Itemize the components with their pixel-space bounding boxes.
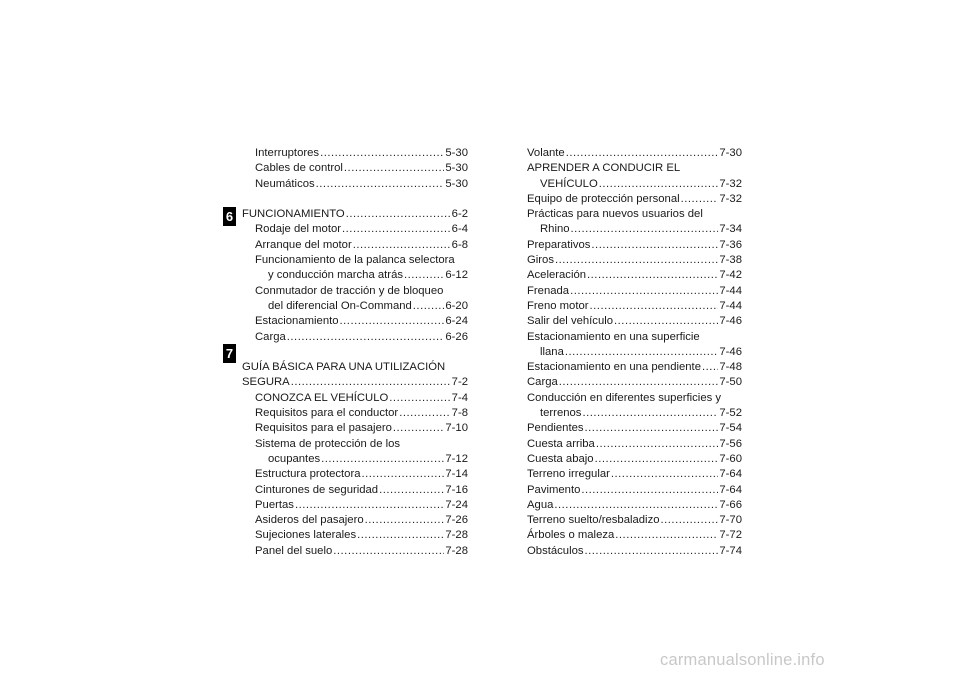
toc-entry-title: del diferencial On-Command xyxy=(268,299,412,312)
toc-entry[interactable] xyxy=(242,498,468,513)
dot-leader xyxy=(389,391,450,406)
toc-entry-title: Asideros del pasajero xyxy=(255,514,364,527)
dot-leader xyxy=(353,238,451,253)
toc-entry-title: Requisitos para el pasajero xyxy=(255,422,392,435)
toc-page-number: 7-24 xyxy=(445,498,468,511)
toc-entry[interactable] xyxy=(242,421,468,436)
toc-entry[interactable] xyxy=(242,299,468,314)
toc-page-number: 7-4 xyxy=(451,391,468,404)
toc-page-number: 7-56 xyxy=(719,437,742,450)
dot-leader xyxy=(291,375,451,390)
dot-leader xyxy=(590,299,719,314)
dot-leader xyxy=(346,207,451,222)
toc-entry-title: Preparativos xyxy=(527,238,591,251)
toc-entry-title: Carga xyxy=(527,376,558,389)
toc-entry-title: Equipo de protección personal xyxy=(527,192,680,205)
toc-page-number: 7-10 xyxy=(445,422,468,435)
dot-leader xyxy=(555,253,718,268)
toc-entry-title: Estacionamiento en una pendiente xyxy=(527,361,701,374)
toc-entry-title: Obstáculos xyxy=(527,544,584,557)
toc-entry-title: Pendientes xyxy=(527,422,584,435)
toc-entry-title: Frenada xyxy=(527,284,570,297)
toc-entry[interactable] xyxy=(527,345,742,360)
toc-entry-title: Neumáticos xyxy=(255,177,315,190)
toc-entry-title: Estructura protectora xyxy=(255,468,361,481)
toc-entry[interactable] xyxy=(527,314,742,329)
dot-leader xyxy=(413,299,445,314)
toc-entry[interactable] xyxy=(242,375,468,390)
toc-entry[interactable] xyxy=(527,544,742,559)
toc-entry-title: Puertas xyxy=(255,498,294,511)
toc-page-number: 5-30 xyxy=(445,177,468,190)
dot-leader xyxy=(344,161,444,176)
toc-entry-title: Rhino xyxy=(540,223,570,236)
toc-entry[interactable] xyxy=(527,498,742,513)
toc-entry-title: Panel del suelo xyxy=(255,544,333,557)
dot-leader xyxy=(316,177,445,192)
dot-leader xyxy=(582,406,718,421)
toc-page-number: 7-26 xyxy=(445,514,468,527)
toc-page-number: 6-2 xyxy=(451,208,468,221)
toc-page-number: 7-52 xyxy=(719,407,742,420)
dot-leader xyxy=(340,314,445,329)
toc-entry-title: Terreno irregular xyxy=(527,468,610,481)
toc-page-number: 7-72 xyxy=(719,529,742,542)
toc-page-number: 7-32 xyxy=(719,192,742,205)
toc-page-number: 5-30 xyxy=(445,147,468,159)
toc-entry-title: Terreno suelto/resbaladizo xyxy=(527,514,660,527)
toc-entry[interactable] xyxy=(527,467,742,482)
toc-page-number: 7-8 xyxy=(451,407,468,420)
toc-entry[interactable] xyxy=(242,544,468,559)
dot-leader xyxy=(702,360,718,375)
toc-entry[interactable] xyxy=(242,268,468,283)
toc-page-number: 7-32 xyxy=(719,177,742,190)
toc-entry-line: Conmutador de tracción y de bloqueo xyxy=(255,284,444,297)
toc-entry[interactable] xyxy=(527,483,742,498)
toc-entry[interactable] xyxy=(527,421,742,436)
toc-entry[interactable] xyxy=(527,253,742,268)
toc-entry-title: Cables de control xyxy=(255,162,343,175)
toc-entry-title: Giros xyxy=(527,254,554,267)
toc-entry-title: Estacionamiento xyxy=(255,315,339,328)
toc-entry-title: CONOZCA EL VEHÍCULO xyxy=(255,391,389,404)
dot-leader xyxy=(599,177,719,192)
dot-leader xyxy=(404,268,444,283)
toc-page-number: 7-28 xyxy=(445,529,468,542)
toc-page-number: 7-16 xyxy=(445,483,468,496)
toc-entry-title: SEGURA xyxy=(242,376,290,389)
toc-page-number: 6-24 xyxy=(445,315,468,328)
toc-entry[interactable] xyxy=(242,528,468,543)
toc-page-number: 6-8 xyxy=(451,238,468,251)
dot-leader xyxy=(321,452,444,467)
toc-entry[interactable] xyxy=(527,268,742,283)
toc-page-number: 7-46 xyxy=(719,315,742,328)
toc-entry-line: Conducción en diferentes superficies y xyxy=(527,391,722,404)
toc-page-number: 5-30 xyxy=(445,162,468,175)
toc-page-number: 6-26 xyxy=(445,330,468,343)
toc-entry-title: Interruptores xyxy=(255,147,320,159)
toc-page-number: 7-30 xyxy=(719,147,742,159)
dot-leader xyxy=(295,498,444,513)
toc-page-number: 6-12 xyxy=(445,269,468,282)
toc-page-number: 7-54 xyxy=(719,422,742,435)
toc-entry-title: Cuesta arriba xyxy=(527,437,595,450)
toc-entry[interactable] xyxy=(242,222,468,237)
toc-entry[interactable] xyxy=(242,314,468,329)
toc-page-number: 7-2 xyxy=(451,376,468,389)
toc-entry[interactable] xyxy=(527,238,742,253)
toc-page-number: 7-74 xyxy=(719,544,742,557)
toc-page-number: 7-42 xyxy=(719,269,742,282)
dot-leader xyxy=(320,146,444,161)
dot-leader xyxy=(342,222,451,237)
toc-entry-title: Cuesta abajo xyxy=(527,452,594,465)
toc-entry[interactable] xyxy=(242,207,468,222)
dot-leader xyxy=(585,544,719,559)
toc-page-number: 7-38 xyxy=(719,254,742,267)
toc-entry-title: Volante xyxy=(527,147,565,159)
toc-entry-title: Agua xyxy=(527,498,554,511)
toc-page-number: 7-46 xyxy=(719,345,742,358)
toc-entry-title: Salir del vehículo xyxy=(527,315,614,328)
toc-page-number: 7-66 xyxy=(719,498,742,511)
dot-leader xyxy=(554,498,718,513)
toc-page-number: 7-34 xyxy=(719,223,742,236)
chapter-tab-7: 7 xyxy=(223,344,236,363)
toc-page-number: 7-48 xyxy=(719,361,742,374)
toc-entry[interactable] xyxy=(242,146,468,161)
toc-page-number: 7-14 xyxy=(445,468,468,481)
toc-entry[interactable] xyxy=(527,299,742,314)
toc-entry[interactable] xyxy=(242,330,468,345)
dot-leader xyxy=(611,467,718,482)
dot-leader xyxy=(357,528,444,543)
dot-leader xyxy=(287,330,445,345)
dot-leader xyxy=(333,544,444,559)
toc-entry-title: Árboles o maleza xyxy=(527,529,615,542)
dot-leader xyxy=(581,483,718,498)
toc-entry[interactable] xyxy=(527,375,742,390)
dot-leader xyxy=(661,513,719,528)
dot-leader xyxy=(615,528,718,543)
toc-entry-title: Requisitos para el conductor xyxy=(255,407,399,420)
dot-leader xyxy=(585,421,719,436)
dot-leader xyxy=(565,345,719,360)
toc-entry[interactable] xyxy=(527,222,742,237)
toc-entry[interactable] xyxy=(242,406,468,421)
toc-spacer xyxy=(242,192,468,207)
toc-entry[interactable] xyxy=(242,483,468,498)
toc-entry-title: y conducción marcha atrás xyxy=(268,269,403,282)
dot-leader xyxy=(379,483,444,498)
toc-column-right xyxy=(527,146,742,559)
toc-entry[interactable] xyxy=(242,467,468,482)
toc-entry[interactable] xyxy=(242,391,468,406)
toc-entry[interactable] xyxy=(527,528,742,543)
toc-page-number: 7-70 xyxy=(719,514,742,527)
toc-entry[interactable] xyxy=(527,360,742,375)
toc-entry-line: APRENDER A CONDUCIR EL xyxy=(527,162,681,175)
toc-page-number: 6-4 xyxy=(451,223,468,236)
toc-entry[interactable] xyxy=(242,452,468,467)
watermark-text: carmanualsonline.info xyxy=(660,651,825,669)
dot-leader xyxy=(591,238,718,253)
dot-leader xyxy=(595,452,719,467)
toc-entry[interactable] xyxy=(527,177,742,192)
chapter-tab-6: 6 xyxy=(223,207,236,226)
dot-leader xyxy=(571,222,719,237)
toc-page-number: 7-44 xyxy=(719,299,742,312)
toc-entry[interactable] xyxy=(242,238,468,253)
toc-entry-title: Carga xyxy=(255,330,286,343)
toc-entry-title: ocupantes xyxy=(268,452,321,465)
toc-entry-title: Sujeciones laterales xyxy=(255,529,357,542)
dot-leader xyxy=(570,284,718,299)
toc-entry-line: Prácticas para nuevos usuarios del xyxy=(527,208,703,221)
toc-entry[interactable] xyxy=(527,146,742,161)
toc-page-number: 7-50 xyxy=(719,376,742,389)
toc-entry-line: Sistema de protección de los xyxy=(255,437,401,450)
toc-entry-title: Cinturones de seguridad xyxy=(255,483,379,496)
dot-leader xyxy=(614,314,718,329)
dot-leader xyxy=(566,146,719,161)
dot-leader xyxy=(393,421,444,436)
toc-entry[interactable] xyxy=(527,452,742,467)
dot-leader xyxy=(365,513,445,528)
toc-entry-line: Funcionamiento de la palanca selectora xyxy=(255,254,455,267)
toc-entry[interactable] xyxy=(527,513,742,528)
toc-spacer xyxy=(242,345,468,360)
toc-page-number: 6-20 xyxy=(445,299,468,312)
toc-page-number: 7-64 xyxy=(719,468,742,481)
dot-leader xyxy=(596,437,719,452)
dot-leader xyxy=(587,268,718,283)
toc-entry-line: GUÍA BÁSICA PARA UNA UTILIZACIÓN xyxy=(242,361,446,374)
toc-entry[interactable] xyxy=(242,177,468,192)
dot-leader xyxy=(681,192,719,207)
dot-leader xyxy=(399,406,450,421)
toc-entry-title: Rodaje del motor xyxy=(255,223,342,236)
toc-page-number: 7-60 xyxy=(719,452,742,465)
dot-leader xyxy=(559,375,719,390)
dot-leader xyxy=(361,467,444,482)
toc-entry-title: Arranque del motor xyxy=(255,238,352,251)
toc-entry-title: llana xyxy=(540,345,564,358)
toc-entry-title: FUNCIONAMIENTO xyxy=(242,208,345,221)
toc-page-number: 7-44 xyxy=(719,284,742,297)
toc-entry[interactable] xyxy=(527,192,742,207)
toc-entry[interactable] xyxy=(527,406,742,421)
toc-entry-title: Pavimento xyxy=(527,483,581,496)
toc-entry-title: VEHÍCULO xyxy=(540,177,598,190)
toc-entry[interactable] xyxy=(242,513,468,528)
toc-entry[interactable] xyxy=(527,284,742,299)
toc-entry-line: Estacionamiento en una superficie xyxy=(527,330,700,343)
toc-entry[interactable] xyxy=(242,161,468,176)
toc-page-number: 7-64 xyxy=(719,483,742,496)
toc-page-number: 7-28 xyxy=(445,544,468,557)
toc-page-number: 7-36 xyxy=(719,238,742,251)
toc-column-left xyxy=(242,146,468,559)
toc-entry-title: terrenos xyxy=(540,407,582,420)
toc-entry-title: Aceleración xyxy=(527,269,587,282)
toc-page-number: 7-12 xyxy=(445,452,468,465)
toc-entry-title: Freno motor xyxy=(527,299,589,312)
toc-entry[interactable] xyxy=(527,437,742,452)
